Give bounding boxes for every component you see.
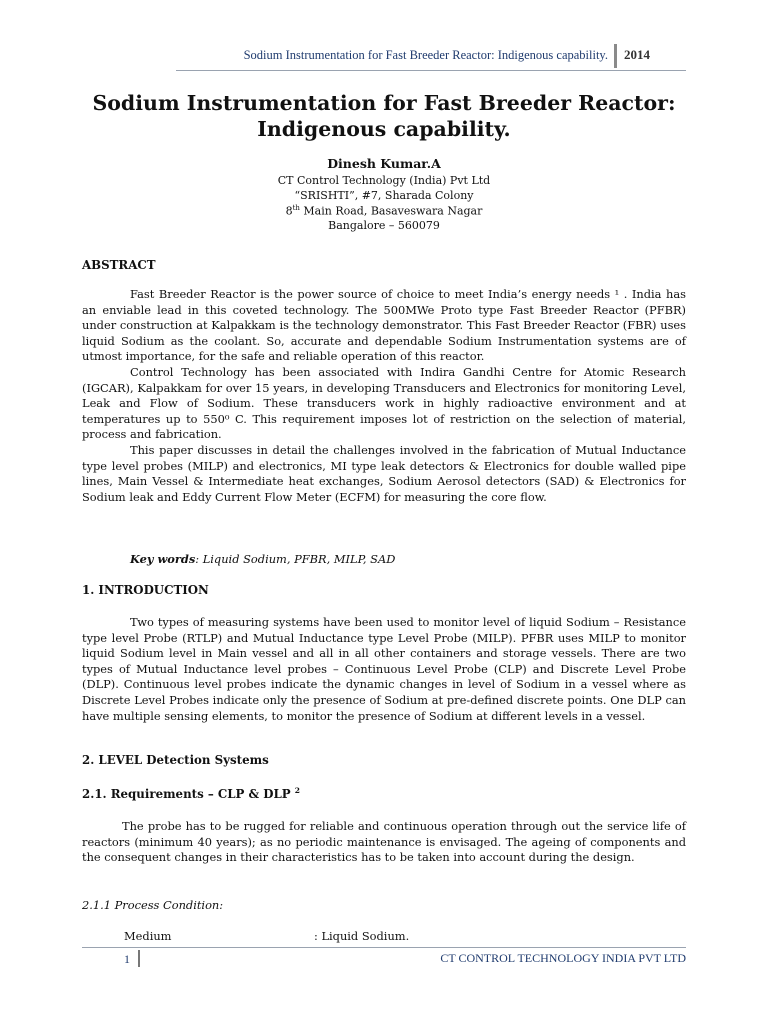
header-divider	[614, 44, 617, 68]
requirements-heading-text: 2.1. Requirements – CLP & DLP	[82, 786, 291, 801]
footer-rule	[82, 947, 686, 948]
author-company: CT Control Technology (India) Pvt Ltd	[277, 174, 491, 187]
requirements-citation: 2	[294, 786, 300, 795]
medium-label: Medium	[124, 929, 172, 943]
address-number: 8	[285, 204, 293, 218]
requirements-paragraph: The probe has to be rugged for reliable and continuous operation through out the service life of reactors (minimum 40 years); as no periodic maintenance is envisaged. The ageing of components and the consequent changes in their characteristics has to be taken into account during the design.	[82, 819, 686, 865]
paper-title	[60, 90, 708, 142]
running-header	[0, 44, 768, 74]
title-line-1: Sodium Instrumentation for Fast Breeder Reactor:	[92, 91, 676, 115]
page-number: 1	[124, 952, 130, 966]
requirements-heading	[82, 786, 300, 801]
intro-heading: 1. INTRODUCTION	[82, 583, 209, 597]
title-line-2: Indigenous capability.	[257, 117, 511, 141]
footer-organization: CT CONTROL TECHNOLOGY INDIA PVT LTD	[440, 951, 686, 965]
address-street: Main Road, Basaveswara Nagar	[299, 204, 483, 218]
author-address-3: Bangalore – 560079	[328, 219, 440, 232]
keywords-label: Key words	[130, 552, 196, 566]
process-condition-heading: 2.1.1 Process Condition:	[82, 898, 224, 912]
intro-paragraph-1: Two types of measuring systems have been used to monitor level of liquid Sodium – Resistance type level Probe (RTLP) and Mutual Inductance type Level Probe (MILP). PFBR uses MILP to monitor liquid Sodium level in Main vessel and all in all other containers and storage vessels. There are two types of Mutual Inductance level probes – Continuous Level Probe (CLP) and Discrete Level Probe (DLP). Continuous level probes indicate the dynamic changes in level of Sodium in a vessel where as Discrete Level Probes indicate only the presence of Sodium at pre-defined discrete points. One DLP can have multiple sensing elements, to monitor the presence of Sodium at different levels in a vessel.	[82, 615, 686, 723]
author-address-1: “SRISHTI”, #7, Sharada Colony	[294, 189, 474, 202]
medium-value: : Liquid Sodium.	[314, 929, 410, 943]
address-ordinal: th	[292, 204, 300, 212]
author-name: Dinesh Kumar.A	[327, 156, 441, 171]
abstract-paragraph-1: Fast Breeder Reactor is the power source of choice to meet India’s energy needs ¹ . India has an enviable lead in this coveted technology. The 500MWe Proto type Fast Breeder Reactor (PFBR) under construction at Kalpakkam is the technology demonstrator. This Fast Breeder Reactor (FBR) uses liquid Sodium as the coolant. So, accurate and dependable Sodium Instrumentation systems are of utmost importance, for the safe and reliable operation of this reactor.	[82, 287, 686, 364]
requirements-body	[82, 819, 686, 866]
abstract-paragraph-3: This paper discusses in detail the challenges involved in the fabrication of Mutual Inductance type level probes (MILP) and electronics, MI type leak detectors & Electronics for double walled pipe lines, Main Vessel & Intermediate heat exchanges, Sodium Aerosol detectors (SAD) & Electronics for Sodium leak and Eddy Current Flow Meter (ECFM) for measuring the core flow.	[82, 442, 686, 504]
footer-divider	[138, 950, 140, 967]
running-title: Sodium Instrumentation for Fast Breeder Reactor: Indigenous capability.	[243, 48, 608, 62]
header-rule	[176, 70, 686, 71]
level-heading: 2. LEVEL Detection Systems	[82, 753, 269, 767]
keywords	[130, 552, 395, 566]
header-year: 2014	[624, 47, 650, 62]
keywords-list: : Liquid Sodium, PFBR, MILP, SAD	[195, 552, 396, 566]
abstract-body	[82, 287, 686, 505]
intro-body	[82, 615, 686, 724]
abstract-paragraph-2: Control Technology has been associated with Indira Gandhi Centre for Atomic Research (IGCAR), Kalpakkam for over 15 years, in developing Transducers and Electronics for monitoring Level, Leak and Flow of Sodium. These transducers work in highly radioactive environment and at temperatures up to 550⁰ C. This requirement imposes lot of restriction on the selection of material, process and fabrication.	[82, 364, 686, 442]
abstract-heading: ABSTRACT	[82, 258, 156, 272]
author-address-2	[0, 204, 768, 218]
